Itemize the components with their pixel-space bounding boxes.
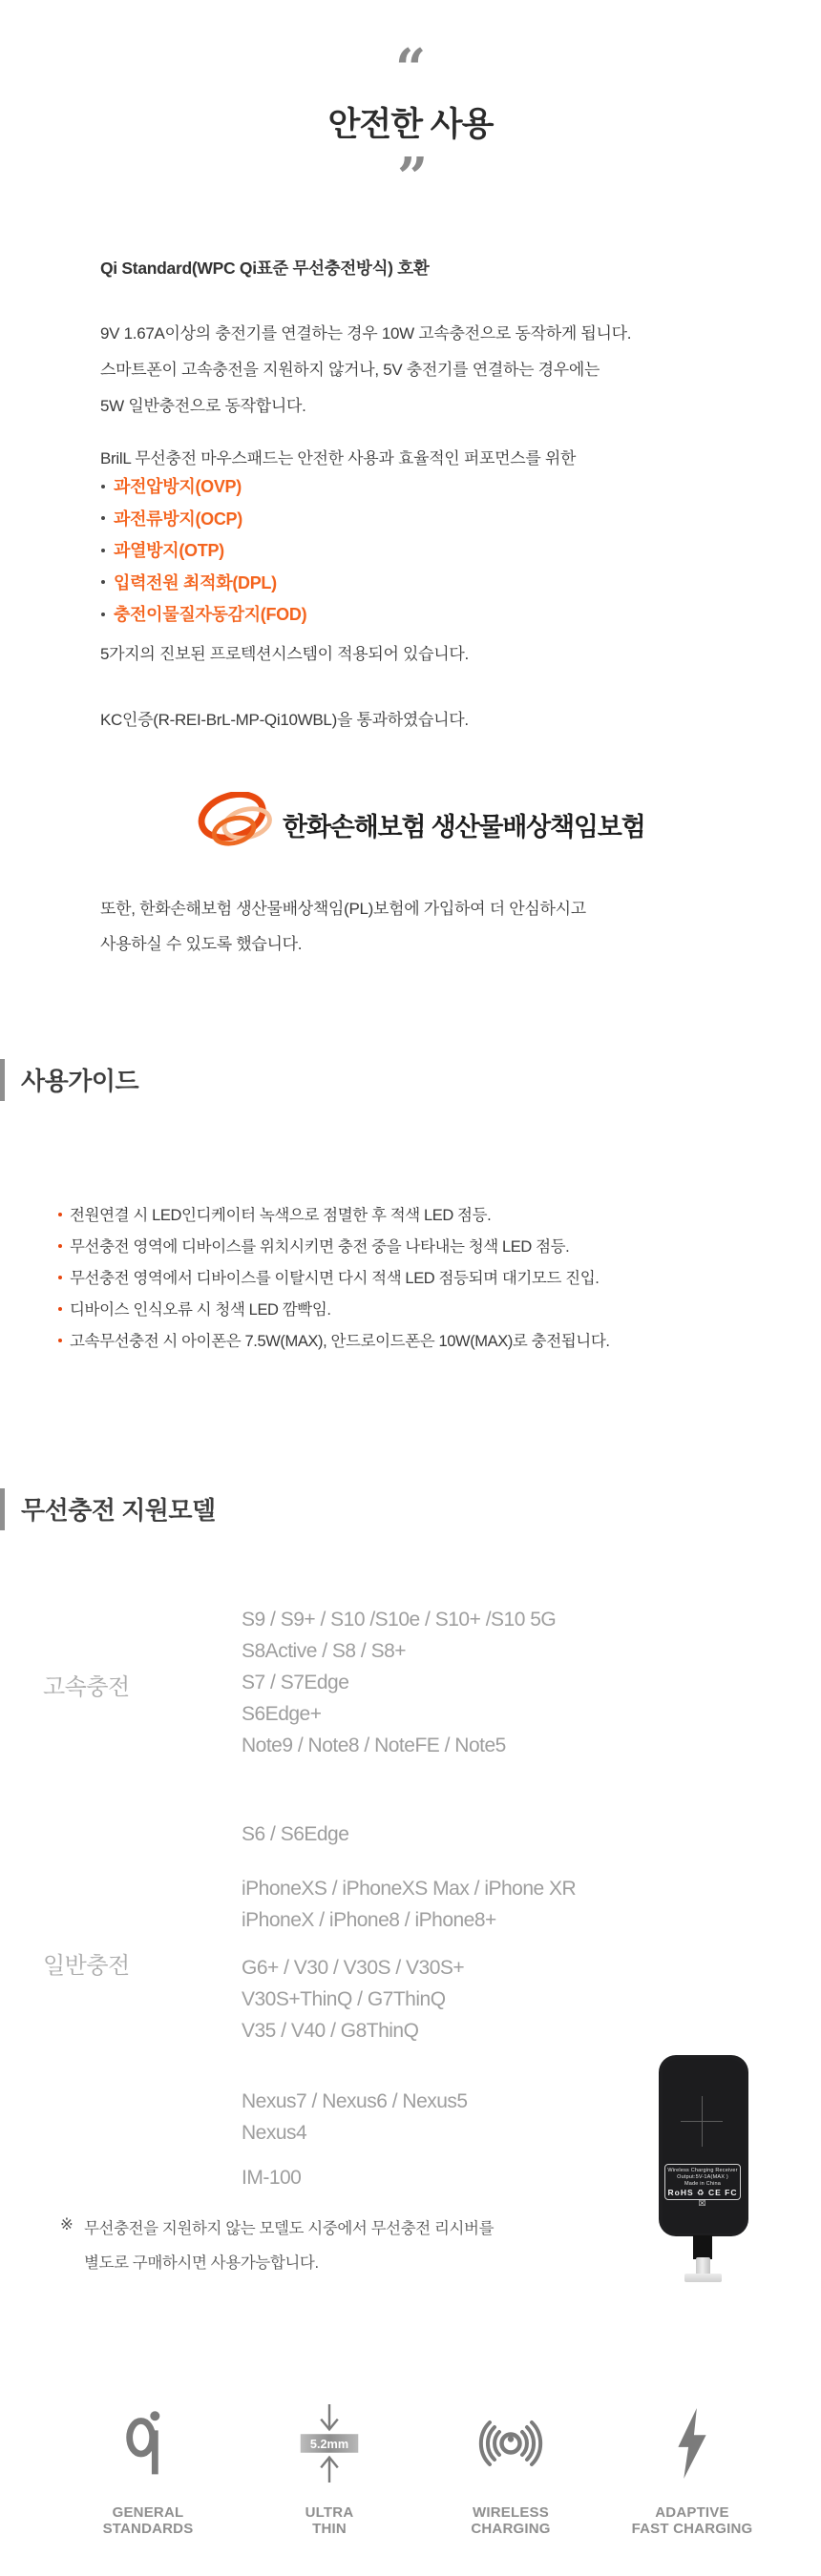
paragraph-line: 9V 1.67A이상의 충전기를 연결하는 경우 10W 고속충전으로 동작하게 됩니다. xyxy=(100,324,632,343)
feature-label-line: GENERAL xyxy=(112,2504,184,2521)
bullet-dot-icon xyxy=(58,1276,62,1279)
guide-item xyxy=(58,1295,610,1326)
insurance-logo-text: 한화손해보험 생산물배상책임보험 xyxy=(283,813,645,841)
wireless-charging-icon xyxy=(465,2404,557,2483)
protection-item-label: 과열방지(OTP) xyxy=(114,541,224,560)
ultra-thin-icon xyxy=(296,2404,363,2483)
model-line: iPhoneX / iPhone8 / iPhone8+ xyxy=(242,1909,496,1931)
protection-item-label: 충전이물질자동감지(FOD) xyxy=(114,605,307,624)
insurance-paragraph xyxy=(100,891,586,962)
feature-icons-row xyxy=(57,2404,783,2537)
normal-models-s6 xyxy=(242,1818,348,1850)
lightning-bolt-icon xyxy=(671,2404,713,2483)
normal-charging-label: 일반충전 xyxy=(43,1953,130,1979)
guide-item-label: 디바이스 인식오류 시 청색 LED 깜빡임. xyxy=(70,1301,331,1319)
bullet-dot-icon xyxy=(101,549,105,552)
normal-models-lg xyxy=(242,1952,464,2046)
quote-open-icon: “ xyxy=(395,37,427,100)
bullet-dot-icon xyxy=(58,1307,62,1311)
qi-standard-heading: Qi Standard(WPC Qi표준 무선충전방식) 호환 xyxy=(100,259,430,278)
section-bar xyxy=(0,1488,5,1530)
receiver-label-line: Made in China xyxy=(684,2180,722,2187)
qi-logo-icon xyxy=(126,2404,170,2483)
section-bar xyxy=(0,1059,5,1101)
bullet-dot-icon xyxy=(101,580,105,584)
protection-outro: 5가지의 진보된 프로텍션시스템이 적용되어 있습니다. xyxy=(100,645,469,663)
usage-guide-heading: 사용가이드 xyxy=(21,1067,139,1095)
bullet-dot-icon xyxy=(58,1339,62,1342)
protection-item xyxy=(101,568,306,600)
guide-item-label: 전원연결 시 LED인디케이터 녹색으로 점멸한 후 적색 LED 점등. xyxy=(70,1207,492,1224)
guide-item-label: 무선충전 영역에서 디바이스를 이탈시면 다시 적색 LED 점등되며 대기모드 진입. xyxy=(70,1270,600,1287)
fast-charging-label: 고속충전 xyxy=(43,1674,130,1700)
feature-label-line: STANDARDS xyxy=(102,2520,194,2537)
guide-item xyxy=(58,1263,610,1295)
receiver-label-line: Wireless Charging Receiver xyxy=(667,2168,738,2173)
hanwha-logo-icon xyxy=(195,792,279,853)
footnote-line: 별도로 구매하시면 사용가능합니다. xyxy=(84,2254,319,2272)
normal-models-iphone xyxy=(242,1873,576,1936)
svg-text:5.2mm: 5.2mm xyxy=(309,2437,349,2451)
lightning-connector-base xyxy=(684,2274,722,2282)
model-line: Nexus4 xyxy=(242,2122,307,2144)
model-line: S8Active / S8 / S8+ xyxy=(242,1640,407,1662)
receiver-product-image xyxy=(659,2055,748,2236)
quote-close-icon: ” xyxy=(397,146,429,209)
feature-wireless-charging xyxy=(420,2404,601,2537)
protection-item-label: 과전압방지(OVP) xyxy=(114,477,242,496)
model-line: S6 / S6Edge xyxy=(242,1823,349,1845)
feature-label-line: CHARGING xyxy=(471,2520,551,2537)
charging-description-paragraph xyxy=(100,316,631,425)
protection-item-label: 과전류방지(OCP) xyxy=(114,509,242,529)
model-line: S6Edge+ xyxy=(242,1703,322,1725)
paragraph-line: 스마트폰이 고속충전을 지원하지 않거나, 5V 충전기를 연결하는 경우에는 xyxy=(100,361,600,379)
model-line: IM-100 xyxy=(242,2167,302,2189)
bullet-dot-icon xyxy=(58,1213,62,1216)
feature-label-line: THIN xyxy=(312,2520,347,2537)
feature-label-line: WIRELESS xyxy=(473,2504,549,2521)
protection-intro: BrilL 무선충전 마우스패드는 안전한 사용과 효율적인 퍼포먼스를 위한 xyxy=(100,449,577,467)
bullet-dot-icon xyxy=(101,613,105,616)
feature-ultra-thin xyxy=(239,2404,420,2537)
normal-models-nexus xyxy=(242,2086,468,2149)
feature-label-line: FAST CHARGING xyxy=(631,2520,753,2537)
receiver-cable xyxy=(693,2235,712,2259)
model-line: Note9 / Note8 / NoteFE / Note5 xyxy=(242,1735,506,1756)
guide-item xyxy=(58,1200,610,1232)
model-line: iPhoneXS / iPhoneXS Max / iPhone XR xyxy=(242,1878,577,1900)
normal-models-im xyxy=(242,2162,301,2193)
support-models-heading: 무선충전 지원모델 xyxy=(21,1496,216,1525)
protection-item xyxy=(101,471,306,504)
guide-item-label: 고속무선충전 시 아이폰은 7.5W(MAX), 안드로이드폰은 10W(MAX)로 충전됩니다. xyxy=(70,1333,610,1350)
bullet-dot-icon xyxy=(58,1244,62,1248)
model-line: Nexus7 / Nexus6 / Nexus5 xyxy=(242,2090,468,2112)
protection-item xyxy=(101,535,306,568)
paragraph-line: 또한, 한화손해보험 생산물배상책임(PL)보험에 가입하여 더 안심하시고 xyxy=(100,900,586,918)
page-title: 안전한 사용 xyxy=(327,106,494,143)
receiver-cert-line: RoHS ♻ CE FC ☒ xyxy=(667,2188,738,2209)
feature-general-standards xyxy=(57,2404,239,2537)
guide-item-label: 무선충전 영역에 디바이스를 위치시키면 충전 중을 나타내는 청색 LED 점등. xyxy=(70,1238,570,1256)
protection-item xyxy=(101,504,306,536)
feature-label-line: ULTRA xyxy=(305,2504,354,2521)
model-line: V35 / V40 / G8ThinQ xyxy=(242,2020,419,2042)
led-guide-list xyxy=(58,1200,610,1358)
crosshair-icon xyxy=(681,2121,723,2122)
model-line: V30S+ThinQ / G7ThinQ xyxy=(242,1988,446,2010)
protection-list xyxy=(101,471,306,632)
feature-adaptive-fast-charging xyxy=(601,2404,783,2537)
model-line: G6+ / V30 / V30S / V30S+ xyxy=(242,1957,465,1979)
paragraph-line: 사용하실 수 있도록 했습니다. xyxy=(100,935,303,953)
receiver-label-plate xyxy=(664,2164,741,2209)
guide-item xyxy=(58,1232,610,1263)
model-line: S9 / S9+ / S10 /S10e / S10+ /S10 5G xyxy=(242,1609,557,1631)
bullet-dot-icon xyxy=(101,485,105,488)
bullet-dot-icon xyxy=(101,516,105,520)
model-line: S7 / S7Edge xyxy=(242,1672,349,1693)
footnote-mark: ※ xyxy=(60,2216,74,2233)
kc-certification-text: KC인증(R-REI-BrL-MP-Qi10WBL)을 통과하였습니다. xyxy=(100,711,469,729)
receiver-label-line: Output:5V-1A(MAX ) xyxy=(677,2173,728,2180)
paragraph-line: 5W 일반충전으로 동작합니다. xyxy=(100,397,306,415)
footnote-line: 무선충전을 지원하지 않는 모델도 시중에서 무선충전 리시버를 xyxy=(84,2220,495,2237)
guide-item xyxy=(58,1326,610,1358)
protection-item xyxy=(101,599,306,632)
protection-item-label: 입력전원 최적화(DPL) xyxy=(114,572,277,592)
feature-label-line: ADAPTIVE xyxy=(655,2504,729,2521)
fast-charging-models xyxy=(242,1604,556,1761)
